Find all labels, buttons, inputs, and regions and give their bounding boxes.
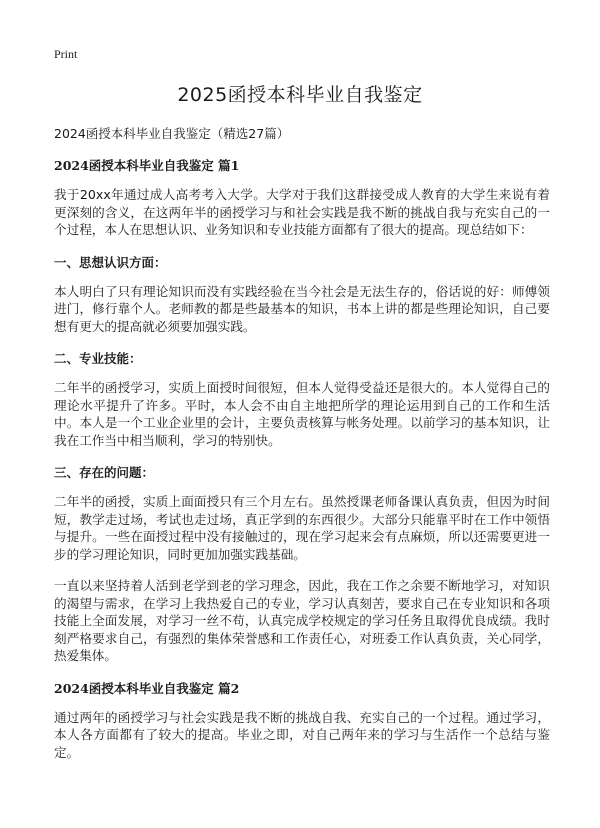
section-paragraph: 本人明白了只有理论知识而没有实践经验在当今社会是无法生存的，俗话说的好：师傅领进门，修行靠个人。老师教的都是些最基本的知识，书本上讲的都是些理论知识，自己要想有更大的提高就必须要加强实践。 [54, 283, 550, 334]
section-paragraph: 二年半的函授学习，实质上面授时间很短，但本人觉得受益还是很大的。本人觉得自己的理论水平提升了许多。平时，本人会不由自主地把所学的理论运用到自己的工作和生活中。本人是一个工业企业里的会计，主要负责核算与帐务处理。以前学习的基本知识，让我在工作当中相当顺利，学习的特别快。 [54, 380, 550, 448]
page-title: 2025函授本科毕业自我鉴定 [177, 84, 423, 106]
section-paragraph: 一直以来坚持着人活到老学到老的学习理念，因此，我在工作之余要不断地学习，对知识的渴望与需求，在学习上我热爱自己的专业，学习认真刻苦，要求自己在专业知识和各项技能上全面发展，对学习一丝不苟，认真完成学校规定的学习任务且取得优良成绩。我时刻严格要求自己，有强烈的集体荣誉感和工作责任心，对班委工作认真负责，关心同学，热爱集体。 [54, 578, 550, 663]
document-subtitle: 2024函授本科毕业自我鉴定（精选27篇） [54, 126, 290, 141]
section-heading: 二、专业技能： [54, 351, 142, 366]
section-paragraph: 二年半的函授，实质上面面授只有三个月左右。虽然授课老师备课认真负责，但因为时间短，教学走过场，考试也走过场，真正学到的东西很少。大部分只能靠平时在工作中领悟与提升。一些在面授过程中没有接触过的，现在学习起来会有点麻烦，所以还需要更进一步的学习理论知识，同时更加加强实践基础。 [54, 494, 550, 562]
print-link[interactable]: Print [54, 47, 78, 61]
article-intro: 通过两年的函授学习与社会实践是我不断的挑战自我、充实自己的一个过程。通过学习，本人各方面都有了较大的提高。毕业之即，对自己两年来的学习与生活作一个总结与鉴定。 [54, 709, 550, 760]
article-intro: 我于20xx年通过成人高考考入大学。大学对于我们这群接受成人教育的大学生来说有着更深刻的含义，在这两年半的函授学习与和社会实践是我不断的挑战自我与充实自己的一个过程，本人在思想认识、业务知识和专业技能方面都有了很大的提高。现总结如下： [54, 187, 550, 237]
article-heading: 2024函授本科毕业自我鉴定 篇2 [54, 680, 240, 696]
document-body [54, 124, 550, 775]
section-heading: 三、存在的问题： [54, 465, 155, 480]
section-heading: 一、思想认识方面： [54, 254, 167, 270]
article-heading: 2024函授本科毕业自我鉴定 篇1 [54, 158, 240, 173]
